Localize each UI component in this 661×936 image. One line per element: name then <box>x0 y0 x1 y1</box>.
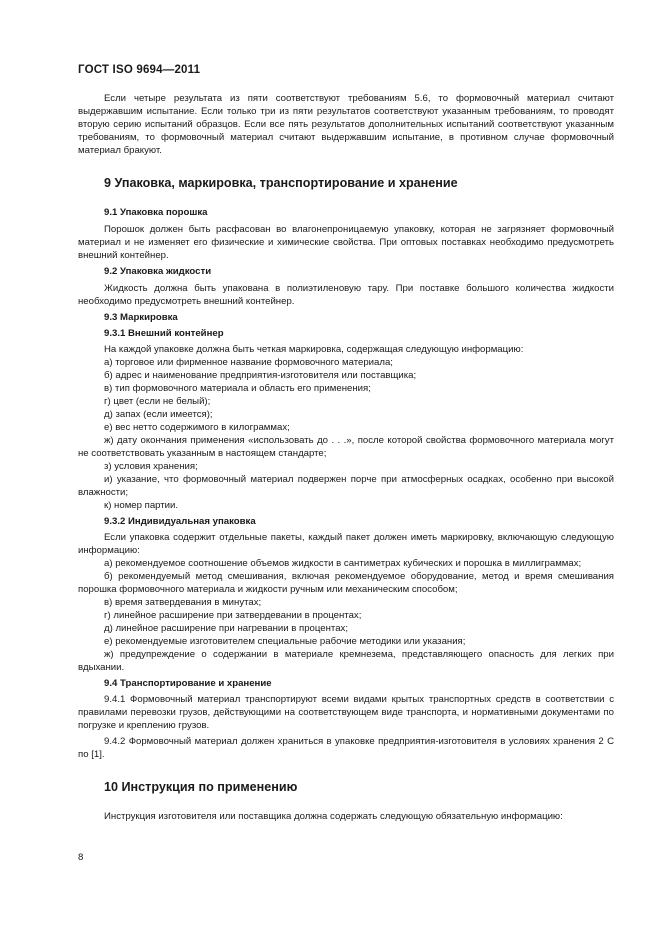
list-item: ж) предупреждение о содержании в материале кремнезема, представляющего опасность для легких при вдыхании. <box>78 649 614 673</box>
section-9-3-2-title: 9.3.2 Индивидуальная упаковка <box>104 516 256 527</box>
section-10-title: 10 Инструкция по применению <box>104 780 298 794</box>
section-9-3-2-intro: Если упаковка содержит отдельные пакеты, каждый пакет должен иметь маркировку, включающую следующую информацию: <box>78 532 614 556</box>
section-9-3-title: 9.3 Маркировка <box>104 312 178 323</box>
list-item: д) запах (если имеется); <box>104 409 213 420</box>
list-item: к) номер партии. <box>104 500 179 511</box>
section-9-3-2-list <box>78 557 614 674</box>
section-9-4-2-text: 9.4.2 Формовочный материал должен храниться в упаковке предприятия-изготовителя в условиях хранения 2 С по [1]. <box>78 736 614 760</box>
section-9-1-title: 9.1 Упаковка порошка <box>104 207 208 218</box>
list-item: г) линейное расширение при затвердевании в процентах; <box>104 610 362 621</box>
list-item: г) цвет (если не белый); <box>104 396 211 407</box>
list-item: а) рекомендуемое соотношение объемов жидкости в сантиметрах кубических и порошка в миллиграммах; <box>104 558 582 569</box>
section-10-text: Инструкция изготовителя или поставщика должна содержать следующую обязательную информацию: <box>104 811 563 822</box>
list-item: и) указание, что формовочный материал подвержен порче при атмосферных осадках, особенно при высокой влажности; <box>78 474 614 498</box>
list-item: е) вес нетто содержимого в килограммах; <box>104 422 290 433</box>
section-9-4-1-text: 9.4.1 Формовочный материал транспортируют всеми видами крытых транспортных средств в соответствии с правилами перевозки грузов, действующими на соответствующем виде транспорта, и нормативными документами по погрузке и креплению грузов. <box>78 694 614 731</box>
section-9-3-1-intro: На каждой упаковке должна быть четкая маркировка, содержащая следующую информацию: <box>104 344 524 355</box>
document-header: ГОСТ ISO 9694—2011 <box>78 64 201 76</box>
intro-paragraph: Если четыре результата из пяти соответствуют требованиям 5.6, то формовочный материал считают выдержавшим испытание. Если только три из пяти результатов соответствуют указанным требованиям, то проводят вторую серию испытаний образцов. Если все пять результатов дополнительных испытаний соответствуют указанным требованиям, то формовочный материал считают выдержавшим испытание, в противном случае формовочный материал бракуют. <box>78 93 614 156</box>
section-9-3-1-title: 9.3.1 Внешний контейнер <box>104 328 224 339</box>
list-item: б) рекомендуемый метод смешивания, включая рекомендуемое оборудование, метод и время смешивания порошка формовочного материала и жидкости ручным или механическим способом; <box>78 571 614 595</box>
list-item: е) рекомендуемые изготовителем специальные рабочие методики или указания; <box>104 636 466 647</box>
section-9-title: 9 Упаковка, маркировка, транспортирование и хранение <box>104 176 458 190</box>
list-item: з) условия хранения; <box>104 461 198 472</box>
list-item: в) время затвердевания в минутах; <box>104 597 262 608</box>
section-9-2-title: 9.2 Упаковка жидкости <box>104 266 212 277</box>
section-9-2-text: Жидкость должна быть упакована в полиэтиленовую тару. При поставке большого количества жидкости необходимо предусмотреть внешний контейнер. <box>78 283 614 307</box>
list-item: в) тип формовочного материала и область его применения; <box>104 383 371 394</box>
list-item: ж) дату окончания применения «использовать до . . .», после которой свойства формовочного материала могут не соответствовать указанным в настоящем стандарте; <box>78 435 614 459</box>
page-content <box>78 92 614 823</box>
section-9-1-text: Порошок должен быть расфасован во влагонепроницаемую упаковку, которая не загрязняет формовочный материал и не изменяет его физические и химические свойства. При оптовых поставках необходимо предусмотреть внешний контейнер. <box>78 224 614 261</box>
page-number: 8 <box>78 852 84 863</box>
list-item: д) линейное расширение при нагревании в процентах; <box>104 623 348 634</box>
list-item: б) адрес и наименование предприятия-изготовителя или поставщика; <box>104 370 417 381</box>
section-9-4-title: 9.4 Транспортирование и хранение <box>104 678 272 689</box>
section-9-3-1-list <box>78 356 614 512</box>
list-item: а) торговое или фирменное название формовочного материала; <box>104 357 393 368</box>
